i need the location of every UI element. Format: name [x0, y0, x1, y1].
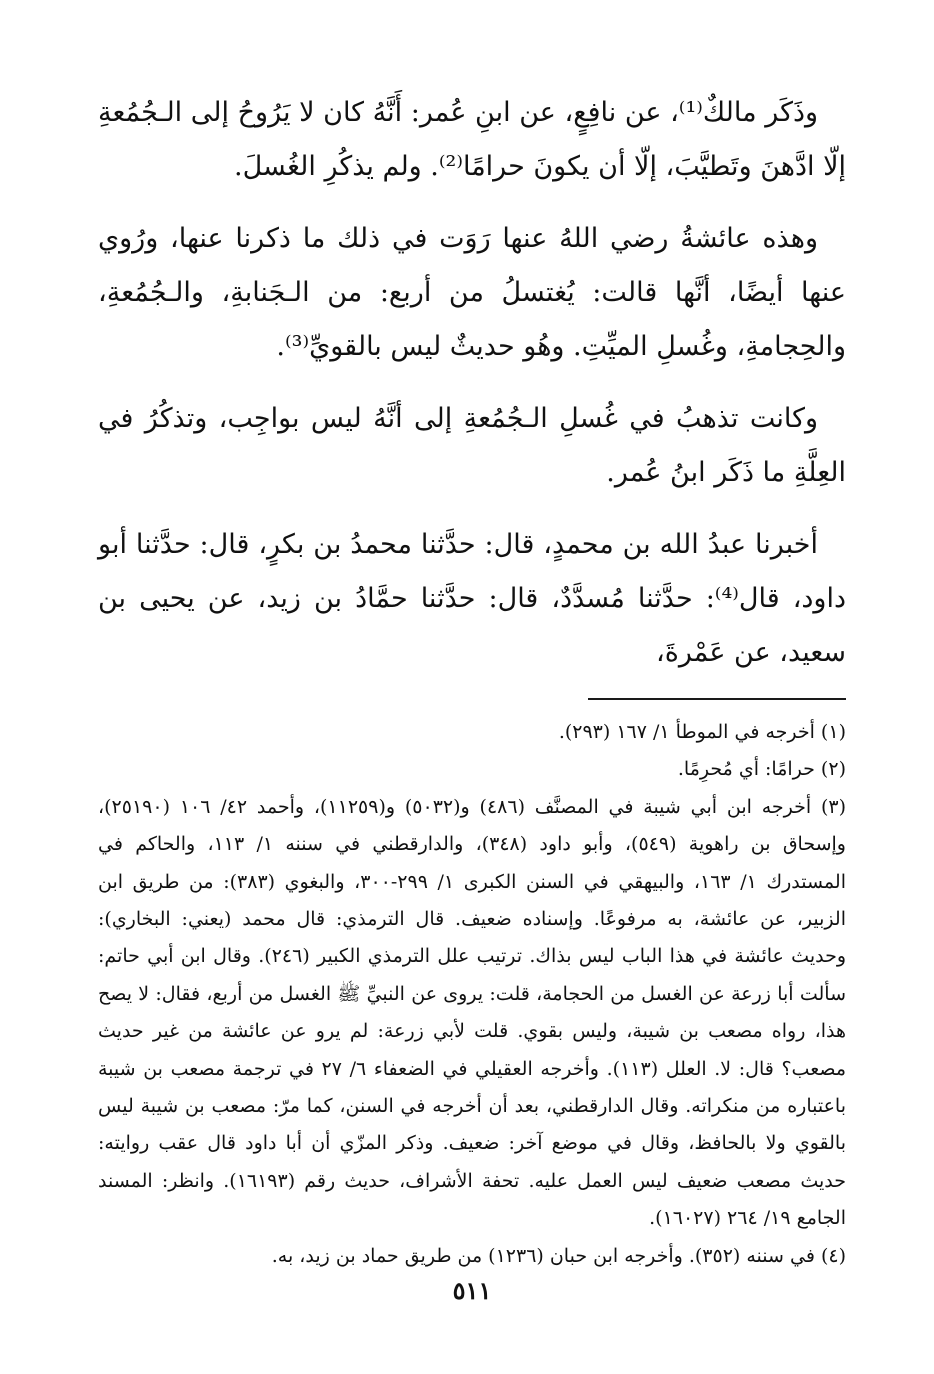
footnote-divider	[588, 698, 846, 700]
paragraph-2: وهذه عائشةُ رضي اللهُ عنها رَوَت في ذلك ما ذكرنا عنها، ورُوي عنها أيضًا، أنَّها قالت: يُغتسلُ من أربع: من الـجَنابةِ، والـجُمُعةِ، والحِجامةِ، وغُسلِ الميِّتِ. وهُو حديثٌ ليس بالقويِّ⁽³⁾.	[98, 223, 846, 362]
footnote-2: (٢) حرامًا: أي مُحرِمًا.	[677, 758, 846, 781]
footnote-3: (٣) أخرجه ابن أبي شيبة في المصنَّف (٤٨٦) و(٥٠٣٢) و(١١٢٥٩)، وأحمد ٤٢/ ١٠٦ (٢٥١٩٠)، وإسحاق بن راهوية (٥٤٩)، وأبو داود (٣٤٨)، والدارقطني في سننه ١/ ١١٣، والحاكم في المستدرك ١/ ١٦٣، والبيهقي في السنن الكبرى ١/ ٢٩٩-٣٠٠، والبغوي (٣٨٣): من طريق ابن الزبير، عن عائشة، به مرفوعًا. وإسناده ضعيف. قال الترمذي: قال محمد (يعني: البخاري): وحديث عائشة في هذا الباب ليس بذاك. ترتيب علل الترمذي الكبير (٢٤٦). وقال ابن أبي حاتم: سألت أبا زرعة عن الغسل من الحجامة، قلت: يروى عن النبيِّ ﷺ الغسل من أربع، فقال: لا يصح هذا، رواه مصعب بن شيبة، وليس بقوي. قلت لأبي زرعة: لم يرو عن عائشة من غير حديث مصعب؟ قال: لا. العلل (١١٣). وأخرجه العقيلي في الضعفاء ٦/ ٢٧ في ترجمة مصعب بن شيبة باعتباره من منكراته. وقال الدارقطني، بعد أن أخرجه في السنن، كما مرّ: مصعب بن شيبة ليس بالقوي ولا بالحافظ، وقال في موضع آخر: ضعيف. وذكر المزّي أن أبا داود قال عقب روايته: حديث مصعب ضعيف ليس العمل عليه. تحفة الأشراف، حديث رقم (١٦١٩٣). وانظر: المسند الجامع ١٩/ ٢٦٤ (١٦٠٢٧).	[98, 795, 847, 1230]
page-number: ٥١١	[452, 1276, 492, 1305]
footnote-4: (٤) في سننه (٣٥٢). وأخرجه ابن حبان (١٢٣٦) من طريق حماد بن زيد، به.	[271, 1244, 846, 1267]
paragraph-4: أخبرنا عبدُ الله بن محمدٍ، قال: حدَّثنا محمدُ بن بكرٍ، قال: حدَّثنا أبو داود، قال⁽⁴⁾: حدَّثنا مُسدَّدٌ، قال: حدَّثنا حمَّادُ بن زيد، عن يحيى بن سعيد، عن عَمْرةَ،	[98, 529, 846, 668]
main-text	[98, 86, 846, 680]
paragraph-3: وكانت تذهبُ في غُسلِ الـجُمُعةِ إلى أنَّهُ ليس بواجِب، وتذكُرُ في العِلَّةِ ما ذَكَر ابنُ عُمر.	[98, 403, 846, 488]
book-page	[98, 86, 846, 1346]
paragraph-1: وذَكَر مالكٌ⁽¹⁾، عن نافِعٍ، عن ابنِ عُمر: أَنَّهُ كان لا يَرُوحُ إلى الـجُمُعةِ إلّا ادَّهنَ وتَطيَّبَ، إلّا أن يكونَ حرامًا⁽²⁾. ولم يذكُرِ الغُسلَ.	[98, 97, 846, 182]
footnote-1: (١) أخرجه في الموطأ ١/ ١٦٧ (٢٩٣).	[558, 721, 846, 743]
footnotes	[98, 714, 846, 1275]
